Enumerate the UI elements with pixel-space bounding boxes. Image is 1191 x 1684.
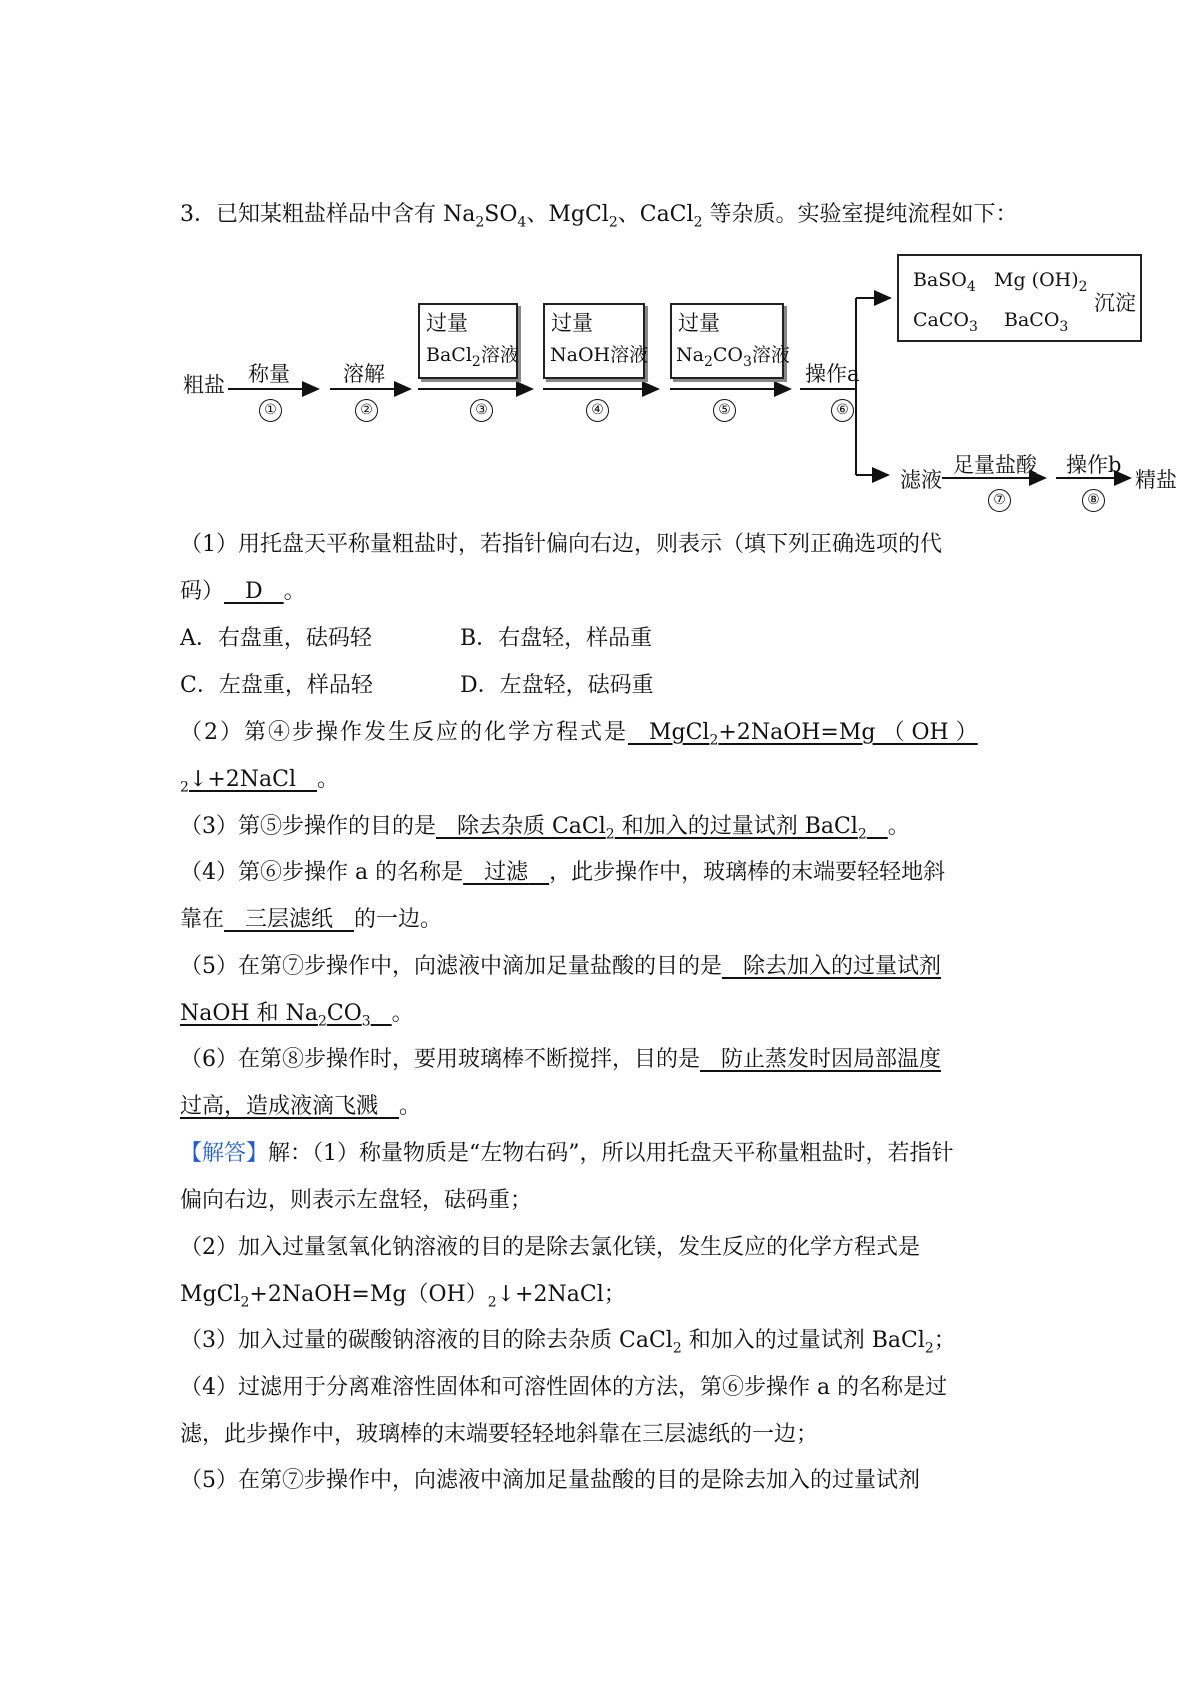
step2-label: 溶解: [343, 362, 385, 386]
step1-label: 称量: [248, 362, 290, 386]
q5-line2: NaOH 和 $Na_2CO_3$ 。: [180, 1001, 414, 1030]
step6-label: 操作a: [805, 362, 860, 386]
q2-answer-b: $_2$↓+2NaCl: [180, 767, 297, 796]
fine-salt-label: 精盐: [1135, 468, 1177, 492]
reagent5-prefix: 过量: [678, 311, 720, 335]
step3-number: ③: [470, 399, 493, 422]
q4-line2: 靠在 三层滤纸 的一边。: [180, 907, 443, 932]
reagent3-box: [418, 303, 518, 379]
reagent3-prefix: 过量: [426, 311, 468, 335]
step8-number: ⑧: [1082, 489, 1105, 512]
q6-answer-b: 过高，造成液滴飞溅: [180, 1094, 379, 1119]
step6-number: ⑥: [831, 399, 854, 422]
q1-option-d: D．左盘轻，砝码重: [460, 673, 654, 698]
solution-line4: $MgCl_2+2NaOH=Mg(OH)_2↓+2NaCl$；: [180, 1282, 626, 1311]
reagent3-label: BaCl$_2$溶液: [426, 344, 519, 370]
solution-line2: 偏向右边，则表示左盘轻，砝码重；: [180, 1188, 533, 1213]
reagent4-prefix: 过量: [551, 311, 593, 335]
reagent5-box: [670, 303, 790, 379]
reagent5-label: $Na_2CO_3$溶液: [676, 344, 790, 370]
precipitate-box: [897, 254, 1142, 342]
precip-baco3: BaCO$_3$: [1004, 309, 1069, 335]
q5-answer-a: 除去加入的过量试剂: [742, 954, 941, 979]
reagent4-box: [543, 303, 649, 379]
step5-number: ⑤: [713, 399, 736, 422]
q3-answer: 除去杂质 CaCl$_2$ 和加入的过量试剂 BaCl$_2$: [456, 814, 867, 843]
q2-line2: $_2$↓+2NaCl 。: [180, 767, 340, 796]
q1-answer: D: [245, 579, 263, 604]
precip-caco3: CaCO$_3$: [913, 309, 978, 335]
q4-answer1: 过滤: [484, 860, 529, 885]
q4-answer2: 三层滤纸: [245, 907, 334, 932]
q2-answer-a: MgCl$_2$+2NaOH=Mg （ OH ）: [648, 720, 978, 749]
solution-tag: 【解答】: [180, 1141, 269, 1166]
q2-line1: （2）第④步操作发生反应的化学方程式是 MgCl$_2$+2NaOH=Mg （ OH ）: [180, 720, 978, 749]
solution-line5: （3）加入过量的碳酸钠溶液的目的除去杂质 CaCl$_2$ 和加入的过量试剂 BaCl$_2$；: [180, 1328, 956, 1357]
precip-mgoh2: Mg $(OH)_2$: [994, 269, 1088, 295]
solution-line7: 滤，此步操作中，玻璃棒的末端要轻轻地斜靠在三层滤纸的一边；: [180, 1422, 819, 1447]
q5-line1: （5）在第⑦步操作中，向滤液中滴加足量盐酸的目的是 除去加入的过量试剂: [180, 954, 941, 979]
step4-number: ④: [586, 399, 609, 422]
step1-number: ①: [259, 399, 282, 422]
solution-line1: 【解答】解：（1）称量物质是“左物右码”，所以用托盘天平称量粗盐时，若指针: [180, 1141, 954, 1166]
q1-option-a: A．右盘重，砝码轻: [180, 626, 372, 651]
step7-number: ⑦: [988, 489, 1011, 512]
solution-line8: （5）在第⑦步操作中，向滤液中滴加足量盐酸的目的是除去加入的过量试剂: [180, 1468, 920, 1493]
q6-line1: （6）在第⑧步操作时，要用玻璃棒不断搅拌，目的是 防止蒸发时因局部温度: [180, 1047, 941, 1072]
step8-label: 操作b: [1066, 453, 1122, 477]
solution-line3: （2）加入过量氢氧化钠溶液的目的是除去氯化镁，发生反应的化学方程式是: [180, 1235, 920, 1260]
q3-line: （3）第⑤步操作的目的是 除去杂质 CaCl$_2$ 和加入的过量试剂 BaCl$_2$ 。: [180, 814, 910, 843]
q1-line2: 码） D 。: [180, 579, 306, 604]
question-stem: 3．已知某粗盐样品中含有 $Na_2SO_4$、MgCl$_2$、CaCl$_2$ 等杂质。实验室提纯流程如下：: [180, 202, 1018, 231]
q4-line1: （4）第⑥步操作 a 的名称是 过滤 ，此步操作中，玻璃棒的末端要轻轻地斜: [180, 860, 946, 885]
precip-label: 沉淀: [1094, 291, 1136, 315]
solution-line6: （4）过滤用于分离难溶性固体和可溶性固体的方法，第⑥步操作 a 的名称是过: [180, 1375, 948, 1400]
reagent4-label: NaOH溶液: [550, 344, 649, 366]
filtrate-label: 滤液: [900, 468, 942, 492]
precip-baso4: BaSO$_4$: [913, 269, 976, 295]
q5-answer-b: NaOH 和 $Na_2CO_3$: [180, 1001, 371, 1030]
crude-salt-label: 粗盐: [183, 373, 225, 397]
q1-option-c: C．左盘重，样品轻: [180, 673, 373, 698]
q6-line2: 过高，造成液滴飞溅 。: [180, 1094, 422, 1119]
q6-answer-a: 防止蒸发时因局部温度: [720, 1047, 941, 1072]
step7-label: 足量盐酸: [953, 453, 1037, 477]
step2-number: ②: [355, 399, 378, 422]
q1-line1: （1）用托盘天平称量粗盐时，若指针偏向右边，则表示（填下列正确选项的代: [180, 532, 942, 557]
q1-option-b: B．右盘轻，样品重: [460, 626, 653, 651]
